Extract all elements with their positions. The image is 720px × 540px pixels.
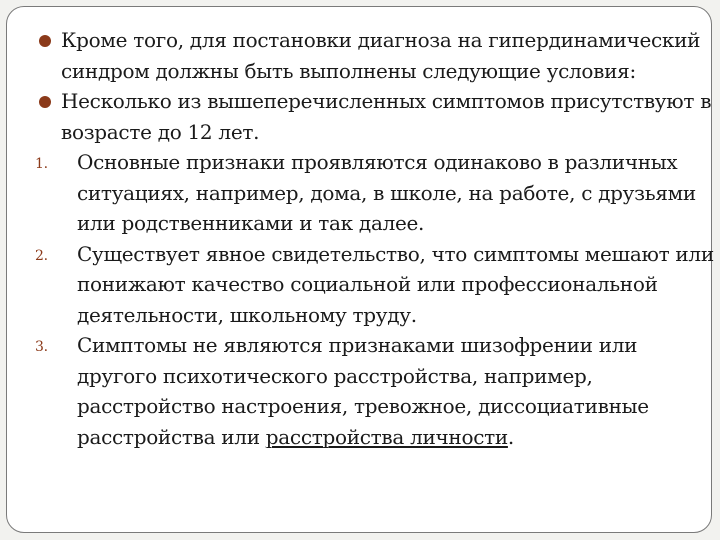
numbered-item-text: Симптомы не являются признаками шизофрении или другого психотического расстройства, например, расстройство настроения, тревожное, диссоциативные расстройства или xyxy=(77,333,649,449)
bullet-item-text: Кроме того, для постановки диагноза на гипердинамический синдром должны быть выполнены следующие условия: xyxy=(61,28,701,83)
bullet-marker-icon xyxy=(39,35,51,47)
bullet-item-2 xyxy=(17,86,717,147)
bullet-item-1 xyxy=(17,25,717,86)
list-number: 2. xyxy=(35,247,48,264)
numbered-item-text: Существует явное свидетельство, что симптомы мешают или понижают качество социальной или профессиональной деятельности, школьному труду. xyxy=(77,241,714,327)
bullet-marker-icon xyxy=(39,96,51,108)
slide-content xyxy=(17,25,717,452)
personality-disorders-link[interactable]: расстройства личности xyxy=(265,424,508,449)
numbered-item-text: Основные признаки проявляются одинаково в различных ситуациях, например, дома, в школе, на работе, с друзьями или родственниками и так далее. xyxy=(77,150,696,235)
list-number: 3. xyxy=(35,339,48,355)
list-number: 1. xyxy=(35,156,48,172)
numbered-item-1 xyxy=(17,147,717,239)
sentence-end: . xyxy=(507,424,514,449)
numbered-item-3 xyxy=(17,330,717,452)
numbered-item-2 xyxy=(17,239,717,331)
slide-frame xyxy=(6,6,712,533)
bullet-item-text: Несколько из вышеперечисленных симптомов присутствуют в возрасте до 12 лет. xyxy=(61,89,712,144)
